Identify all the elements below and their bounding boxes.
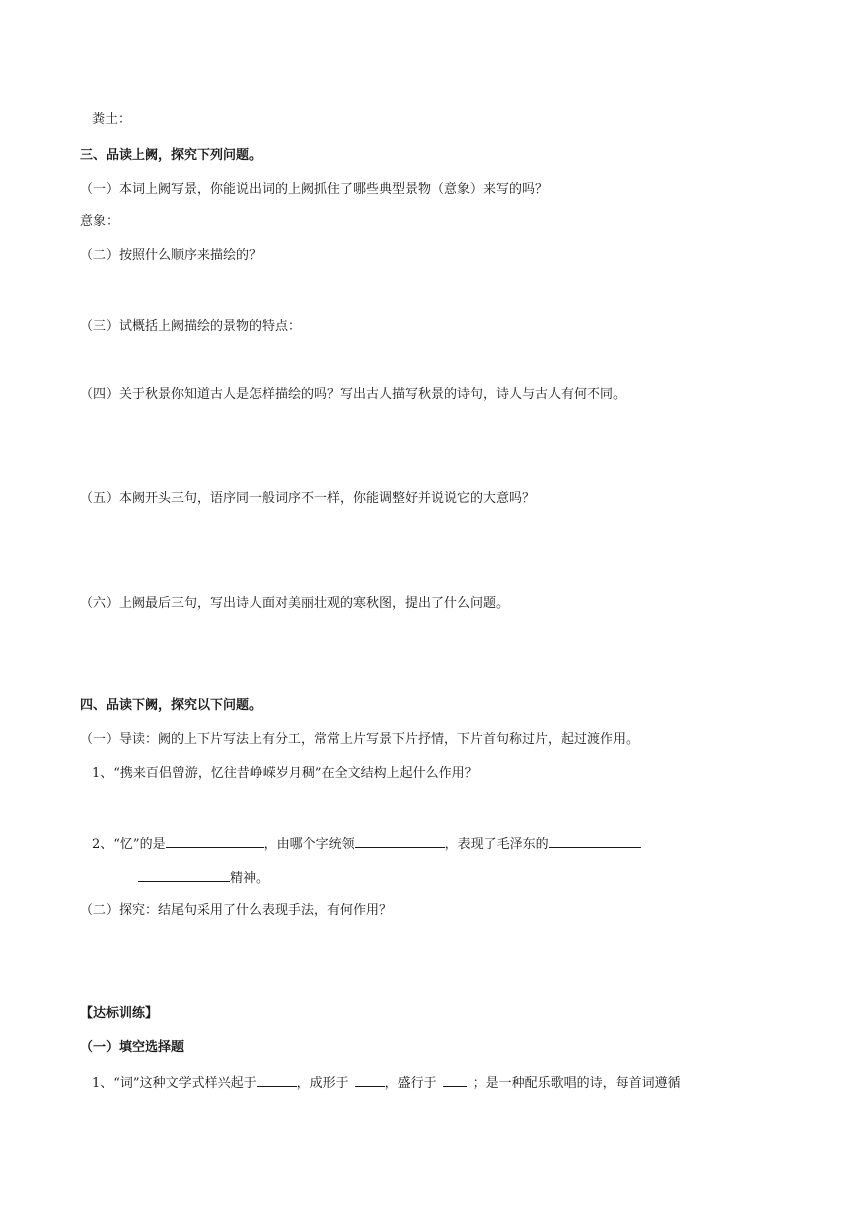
question-line: （一）导读：阙的上下片写法上有分工，常常上片写景下片抒情，下片首句称过片，起过渡作用。 (80, 732, 640, 747)
question-line: （二）按照什么顺序来描绘的？ (80, 248, 263, 263)
question-line: （三）试概括上阙描绘的景物的特点： (80, 319, 302, 334)
text-segment: ，成形于 (296, 1076, 349, 1091)
question-line: （一）本词上阙写景，你能说出词的上阙抓住了哪些典型景物（意象）来写的吗？ (80, 182, 549, 197)
text-segment: ，表现了毛泽东的 (444, 837, 549, 852)
answer-blank[interactable] (355, 834, 445, 848)
text-line: 粪土： (92, 112, 132, 127)
question-line: （四）关于秋景你知道古人是怎样描绘的吗？写出古人描写秋景的诗句，诗人与古人有何不同。 (80, 387, 627, 402)
text-segment: ，由哪个字统领 (263, 837, 355, 852)
answer-blank[interactable] (138, 868, 230, 882)
answer-blank[interactable] (355, 1073, 385, 1087)
question-line: （二）探究：结尾句采用了什么表现手法，有何作用？ (80, 903, 393, 918)
section-heading: 四、品读下阙，探究以下问题。 (80, 698, 263, 713)
answer-blank[interactable] (257, 1073, 297, 1087)
section-heading: 【达标训练】 (80, 1006, 159, 1021)
fill-blank-line (92, 1073, 681, 1093)
question-line: 1、“携来百侣曾游，忆往昔峥嵘岁月稠”在全文结构上起什么作用？ (92, 766, 478, 781)
question-line: （六）上阙最后三句，写出诗人面对美丽壮观的寒秋图，提出了什么问题。 (80, 596, 510, 611)
text-segment: ；是一种配乐歌唱的诗，每首词遵循 (472, 1076, 681, 1091)
answer-blank[interactable] (166, 834, 264, 848)
answer-blank[interactable] (443, 1073, 467, 1087)
fill-blank-line (138, 868, 269, 888)
subsection-heading: （一）填空选择题 (80, 1040, 185, 1055)
text-segment: 1、“词”这种文学式样兴起于 (92, 1076, 257, 1091)
question-line: （五）本阙开头三句，语序同一般词序不一样，你能调整好并说说它的大意吗？ (80, 491, 536, 506)
fill-blank-line (92, 834, 641, 854)
answer-blank[interactable] (549, 834, 641, 848)
text-line: 意象： (80, 214, 120, 229)
text-segment: 精神。 (230, 871, 270, 886)
text-segment: 2、“忆”的是 (92, 837, 166, 852)
section-heading: 三、品读上阙，探究下列问题。 (80, 148, 263, 163)
text-segment: ，盛行于 (384, 1076, 437, 1091)
